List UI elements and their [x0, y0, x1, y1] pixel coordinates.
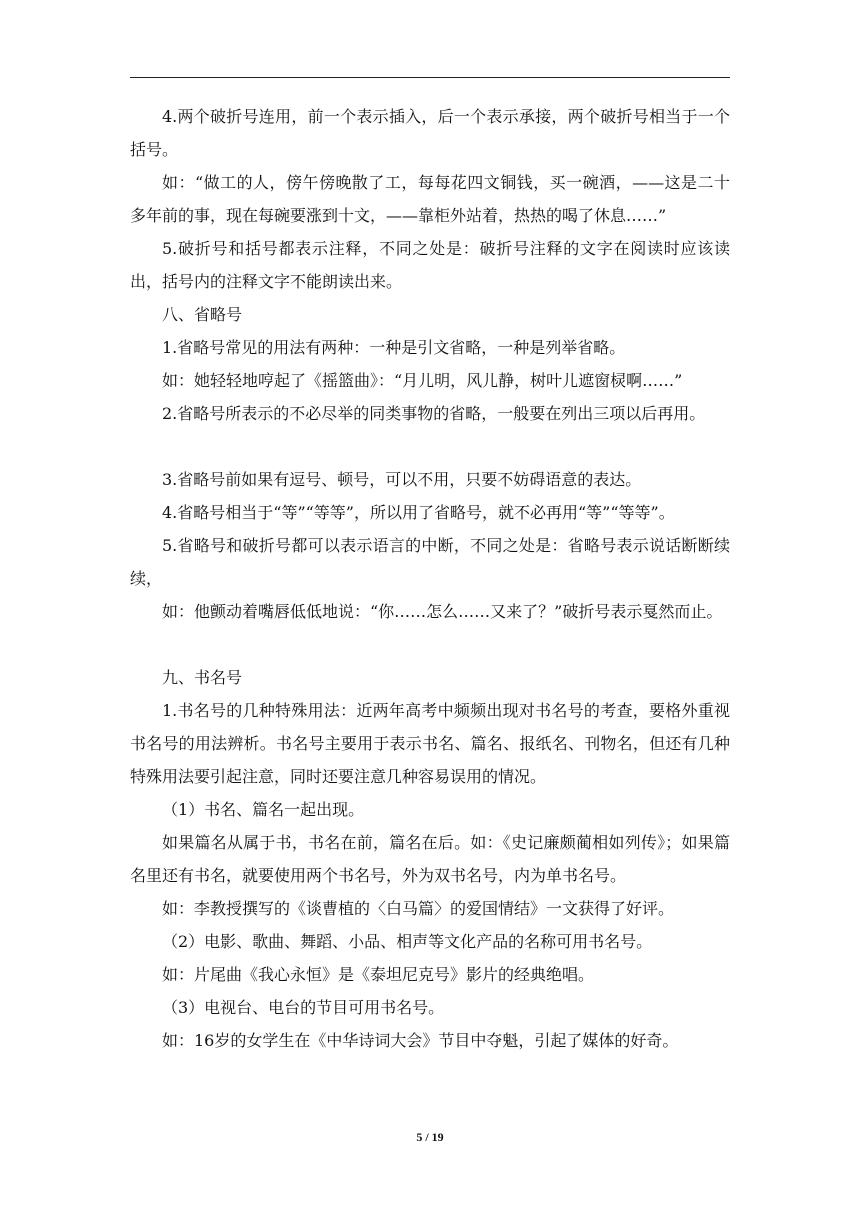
paragraph: （2）电影、歌曲、舞蹈、小品、相声等文化产品的名称可用书名号。	[162, 932, 653, 951]
paragraph: 如：片尾曲《我心永恒》是《泰坦尼克号》影片的经典绝唱。	[162, 965, 595, 984]
paragraph: （1）书名、篇名一起出现。	[162, 800, 365, 819]
paragraph: 5.破折号和括号都表示注释，不同之处是：破折号注释的文字在阅读时应该读出，括号内的注释文字不能朗读出来。	[130, 239, 730, 291]
paragraph: 八、省略号	[162, 305, 243, 324]
paragraph: 1.省略号常见的用法有两种：一种是引文省略，一种是列举省略。	[162, 338, 626, 357]
page-number: 5 / 19	[416, 1130, 444, 1144]
paragraph: 如：他颤动着嘴唇低低地说：“你……怎么……又来了？”破折号表示戛然而止。	[162, 602, 723, 621]
header-rule	[130, 77, 730, 78]
paragraph: 4.两个破折号连用，前一个表示插入，后一个表示承接，两个破折号相当于一个括号。	[130, 107, 730, 159]
document-body	[130, 100, 730, 1057]
paragraph: 如：16岁的女学生在《中华诗词大会》节目中夺魁，引起了媒体的好奇。	[162, 1031, 679, 1050]
paragraph: 九、书名号	[162, 668, 243, 687]
paragraph: 如：李教授撰写的《谈曹植的〈白马篇〉的爱国情结》一文获得了好评。	[162, 899, 675, 918]
paragraph: 如：“做工的人，傍午傍晚散了工，每每花四文铜钱，买一碗酒，——这是二十多年前的事，现在每碗要涨到十文，——靠柜外站着，热热的喝了休息……”	[130, 173, 730, 225]
paragraph: 4.省略号相当于“等”“等等”，所以用了省略号，就不必再用“等”“等等”。	[162, 503, 675, 522]
paragraph: 如：她轻轻地哼起了《摇篮曲》：“月儿明，风儿静，树叶儿遮窗棂啊……”	[162, 371, 683, 390]
paragraph: （3）电视台、电台的节目可用书名号。	[162, 998, 445, 1017]
paragraph: 如果篇名从属于书，书名在前，篇名在后。如：《史记廉颇蔺相如列传》；如果篇名里还有书名，就要使用两个书名号，外为双书名号，内为单书名号。	[130, 833, 730, 885]
paragraph: 3.省略号前如果有逗号、顿号，可以不用，只要不妨碍语意的表达。	[162, 470, 642, 489]
paragraph: 1.书名号的几种特殊用法：近两年高考中频频出现对书名号的考查，要格外重视书名号的用法辨析。书名号主要用于表示书名、篇名、报纸名、刊物名，但还有几种特殊用法要引起注意，同时还要注意几种容易误用的情况。	[130, 701, 730, 786]
paragraph: 2.省略号所表示的不必尽举的同类事物的省略，一般要在列出三项以后再用。	[162, 404, 706, 423]
paragraph: 5.省略号和破折号都可以表示语言的中断，不同之处是：省略号表示说话断断续续，	[130, 536, 730, 588]
